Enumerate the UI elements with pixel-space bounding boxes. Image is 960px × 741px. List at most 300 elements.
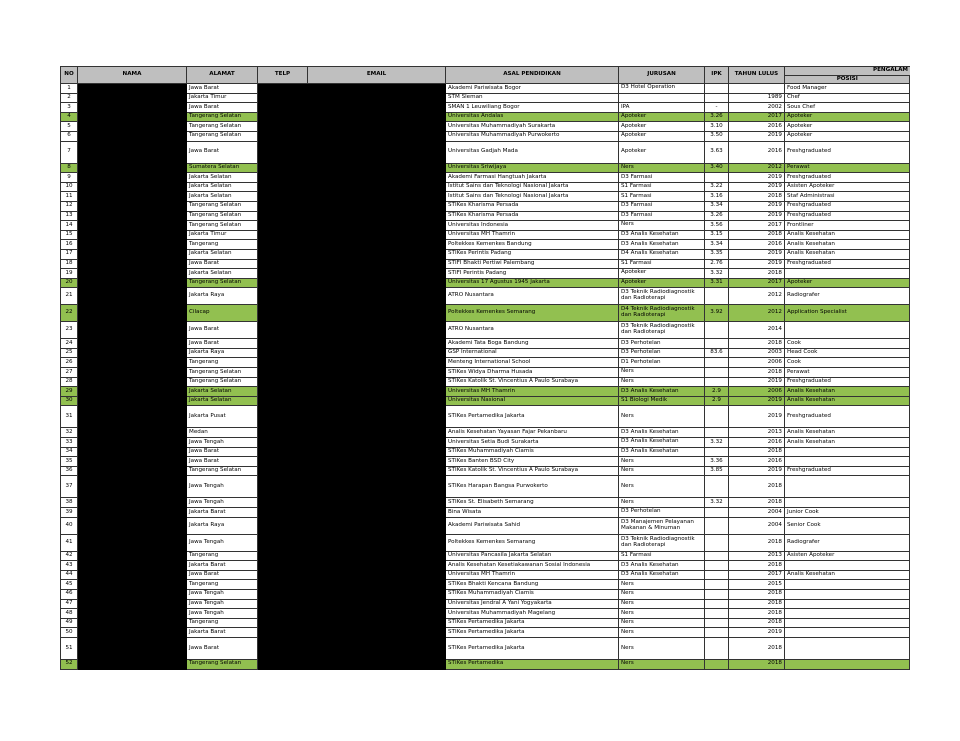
cell-email-redacted[interactable] (308, 240, 446, 250)
cell-email-redacted[interactable] (308, 221, 446, 231)
cell-email-redacted[interactable] (308, 438, 446, 448)
cell-alamat[interactable]: Jawa Tengah (187, 476, 258, 498)
cell-asal-pendidikan[interactable]: Universitas MH Thamrin (446, 230, 619, 240)
cell-no[interactable]: 5 (61, 122, 78, 132)
cell-alamat[interactable]: Jakarta Selatan (187, 249, 258, 259)
cell-nama-redacted[interactable] (78, 517, 187, 534)
cell-tahun-lulus[interactable]: 2004 (729, 508, 785, 518)
cell-alamat[interactable]: Jawa Barat (187, 457, 258, 467)
cell-posisi[interactable]: Radiografer (785, 288, 910, 305)
cell-ipk[interactable] (705, 534, 729, 551)
cell-tahun-lulus[interactable]: 2018 (729, 447, 785, 457)
cell-asal-pendidikan[interactable]: STIKes Pertamedika Jakarta (446, 637, 619, 659)
cell-posisi[interactable]: Freshgraduated (785, 406, 910, 428)
cell-ipk[interactable] (705, 428, 729, 438)
cell-email-redacted[interactable] (308, 570, 446, 580)
cell-ipk[interactable]: 3.36 (705, 457, 729, 467)
cell-tahun-lulus[interactable]: 2019 (729, 182, 785, 192)
cell-email-redacted[interactable] (308, 131, 446, 141)
cell-posisi[interactable]: Apoteker (785, 278, 910, 288)
cell-nama-redacted[interactable] (78, 561, 187, 571)
cell-jurusan[interactable]: D3 Teknik Radiodiagnostik dan Radioterapi (619, 288, 705, 305)
cell-telp-redacted[interactable] (258, 508, 308, 518)
cell-no[interactable]: 2 (61, 93, 78, 103)
cell-jurusan[interactable]: Ners (619, 163, 705, 173)
cell-alamat[interactable]: Jawa Barat (187, 570, 258, 580)
cell-nama-redacted[interactable] (78, 249, 187, 259)
cell-alamat[interactable]: Medan (187, 428, 258, 438)
cell-alamat[interactable]: Tangerang Selatan (187, 122, 258, 132)
cell-asal-pendidikan[interactable]: STIKes Kharisma Persada (446, 201, 619, 211)
table-row[interactable] (61, 93, 910, 103)
cell-no[interactable]: 19 (61, 269, 78, 279)
cell-ipk[interactable]: 3.32 (705, 498, 729, 508)
cell-posisi[interactable]: Apoteker (785, 112, 910, 122)
cell-alamat[interactable]: Jawa Barat (187, 339, 258, 349)
cell-nama-redacted[interactable] (78, 447, 187, 457)
cell-alamat[interactable]: Cilacap (187, 305, 258, 322)
cell-ipk[interactable] (705, 618, 729, 628)
cell-nama-redacted[interactable] (78, 112, 187, 122)
cell-telp-redacted[interactable] (258, 387, 308, 397)
cell-no[interactable]: 14 (61, 221, 78, 231)
cell-posisi[interactable]: Freshgraduated (785, 201, 910, 211)
cell-nama-redacted[interactable] (78, 659, 187, 669)
cell-email-redacted[interactable] (308, 498, 446, 508)
cell-alamat[interactable]: Jakarta Raya (187, 288, 258, 305)
cell-ipk[interactable] (705, 628, 729, 638)
cell-nama-redacted[interactable] (78, 377, 187, 387)
cell-no[interactable]: 51 (61, 637, 78, 659)
cell-jurusan[interactable]: D3 Teknik Radiodiagnostik dan Radioterapi (619, 322, 705, 339)
table-row[interactable] (61, 406, 910, 428)
cell-nama-redacted[interactable] (78, 438, 187, 448)
cell-jurusan[interactable]: Ners (619, 498, 705, 508)
cell-no[interactable]: 21 (61, 288, 78, 305)
cell-telp-redacted[interactable] (258, 428, 308, 438)
cell-email-redacted[interactable] (308, 348, 446, 358)
cell-ipk[interactable] (705, 93, 729, 103)
cell-nama-redacted[interactable] (78, 589, 187, 599)
cell-tahun-lulus[interactable]: 2019 (729, 249, 785, 259)
cell-asal-pendidikan[interactable]: STIKes St. Elisabeth Semarang (446, 498, 619, 508)
cell-asal-pendidikan[interactable]: STIKes Pertamedika Jakarta (446, 618, 619, 628)
cell-tahun-lulus[interactable]: 2018 (729, 609, 785, 619)
header-posisi[interactable]: POSISI (785, 76, 910, 84)
cell-no[interactable]: 28 (61, 377, 78, 387)
cell-no[interactable]: 46 (61, 589, 78, 599)
cell-email-redacted[interactable] (308, 103, 446, 113)
cell-posisi[interactable]: Analis Kesehatan (785, 438, 910, 448)
cell-asal-pendidikan[interactable]: STIKes Harapan Bangsa Purwokerto (446, 476, 619, 498)
cell-no[interactable]: 52 (61, 659, 78, 669)
cell-posisi[interactable] (785, 447, 910, 457)
cell-jurusan[interactable]: Ners (619, 659, 705, 669)
cell-email-redacted[interactable] (308, 141, 446, 163)
table-row[interactable] (61, 561, 910, 571)
cell-posisi[interactable]: Analis Kesehatan (785, 570, 910, 580)
cell-jurusan[interactable]: Apoteker (619, 112, 705, 122)
table-row[interactable] (61, 173, 910, 183)
cell-alamat[interactable]: Jakarta Raya (187, 517, 258, 534)
cell-ipk[interactable]: 2.9 (705, 396, 729, 406)
table-row[interactable] (61, 498, 910, 508)
cell-telp-redacted[interactable] (258, 599, 308, 609)
table-row[interactable] (61, 599, 910, 609)
cell-ipk[interactable] (705, 377, 729, 387)
cell-jurusan[interactable]: S1 Farmasi (619, 182, 705, 192)
cell-posisi[interactable]: Asisten Apoteker (785, 182, 910, 192)
table-row[interactable] (61, 428, 910, 438)
cell-email-redacted[interactable] (308, 609, 446, 619)
cell-nama-redacted[interactable] (78, 534, 187, 551)
cell-nama-redacted[interactable] (78, 339, 187, 349)
table-row[interactable] (61, 288, 910, 305)
cell-nama-redacted[interactable] (78, 141, 187, 163)
cell-tahun-lulus[interactable]: 2018 (729, 192, 785, 202)
cell-ipk[interactable]: 3.63 (705, 141, 729, 163)
cell-alamat[interactable]: Jawa Tengah (187, 599, 258, 609)
table-row[interactable] (61, 240, 910, 250)
cell-asal-pendidikan[interactable]: Universitas Muhammadiyah Magelang (446, 609, 619, 619)
cell-posisi[interactable]: Radiografer (785, 534, 910, 551)
cell-ipk[interactable] (705, 84, 729, 94)
cell-jurusan[interactable]: Ners (619, 476, 705, 498)
cell-jurusan[interactable]: Ners (619, 406, 705, 428)
cell-telp-redacted[interactable] (258, 580, 308, 590)
table-row[interactable] (61, 589, 910, 599)
cell-email-redacted[interactable] (308, 428, 446, 438)
cell-no[interactable]: 9 (61, 173, 78, 183)
cell-telp-redacted[interactable] (258, 173, 308, 183)
cell-alamat[interactable]: Tangerang Selatan (187, 368, 258, 378)
cell-jurusan[interactable] (619, 93, 705, 103)
table-row[interactable] (61, 457, 910, 467)
cell-ipk[interactable] (705, 508, 729, 518)
cell-no[interactable]: 44 (61, 570, 78, 580)
cell-no[interactable]: 1 (61, 84, 78, 94)
cell-posisi[interactable] (785, 561, 910, 571)
cell-asal-pendidikan[interactable]: Istitut Sains dan Teknologi Nasional Jakarta (446, 182, 619, 192)
cell-asal-pendidikan[interactable]: STIKes Pertamedika Jakarta (446, 406, 619, 428)
cell-no[interactable]: 11 (61, 192, 78, 202)
cell-ipk[interactable] (705, 406, 729, 428)
cell-telp-redacted[interactable] (258, 131, 308, 141)
cell-tahun-lulus[interactable]: 2006 (729, 387, 785, 397)
cell-tahun-lulus[interactable]: 2018 (729, 599, 785, 609)
cell-posisi[interactable]: Analis Kesehatan (785, 240, 910, 250)
cell-alamat[interactable]: Jakarta Selatan (187, 387, 258, 397)
table-row[interactable] (61, 358, 910, 368)
cell-jurusan[interactable]: Ners (619, 589, 705, 599)
cell-asal-pendidikan[interactable]: Universitas Sriwijaya (446, 163, 619, 173)
cell-posisi[interactable]: Analis Kesehatan (785, 387, 910, 397)
cell-email-redacted[interactable] (308, 508, 446, 518)
cell-jurusan[interactable]: D3 Analis Kesehatan (619, 438, 705, 448)
cell-tahun-lulus[interactable]: 2018 (729, 637, 785, 659)
cell-alamat[interactable]: Jawa Barat (187, 447, 258, 457)
cell-tahun-lulus[interactable]: 2017 (729, 278, 785, 288)
cell-ipk[interactable] (705, 589, 729, 599)
cell-email-redacted[interactable] (308, 288, 446, 305)
cell-tahun-lulus[interactable]: 2018 (729, 534, 785, 551)
cell-asal-pendidikan[interactable]: GSP International (446, 348, 619, 358)
cell-alamat[interactable]: Jawa Barat (187, 84, 258, 94)
cell-alamat[interactable]: Jakarta Selatan (187, 269, 258, 279)
cell-ipk[interactable] (705, 570, 729, 580)
table-row[interactable] (61, 368, 910, 378)
cell-alamat[interactable]: Tangerang Selatan (187, 278, 258, 288)
table-row[interactable] (61, 163, 910, 173)
cell-alamat[interactable]: Tangerang Selatan (187, 131, 258, 141)
cell-email-redacted[interactable] (308, 534, 446, 551)
header-tahun-lulus[interactable]: TAHUN LULUS (729, 67, 785, 84)
table-row[interactable] (61, 141, 910, 163)
cell-tahun-lulus[interactable]: 2012 (729, 305, 785, 322)
cell-jurusan[interactable]: Ners (619, 221, 705, 231)
cell-ipk[interactable]: 2.76 (705, 259, 729, 269)
cell-email-redacted[interactable] (308, 163, 446, 173)
cell-telp-redacted[interactable] (258, 348, 308, 358)
cell-email-redacted[interactable] (308, 659, 446, 669)
cell-asal-pendidikan[interactable]: Akademi Tata Boga Bandung (446, 339, 619, 349)
table-row[interactable] (61, 438, 910, 448)
cell-asal-pendidikan[interactable]: Poltekkes Kemenkes Bandung (446, 240, 619, 250)
cell-ipk[interactable]: 3.31 (705, 278, 729, 288)
table-row[interactable] (61, 112, 910, 122)
cell-telp-redacted[interactable] (258, 84, 308, 94)
cell-email-redacted[interactable] (308, 112, 446, 122)
cell-jurusan[interactable]: IPA (619, 103, 705, 113)
cell-tahun-lulus[interactable]: 2018 (729, 618, 785, 628)
cell-ipk[interactable] (705, 637, 729, 659)
table-row[interactable] (61, 221, 910, 231)
cell-email-redacted[interactable] (308, 466, 446, 476)
table-row[interactable] (61, 122, 910, 132)
table-row[interactable] (61, 551, 910, 561)
table-row[interactable] (61, 476, 910, 498)
cell-asal-pendidikan[interactable]: STIKes Banten BSD City (446, 457, 619, 467)
cell-email-redacted[interactable] (308, 589, 446, 599)
cell-asal-pendidikan[interactable]: Istitut Sains dan Teknologi Nasional Jakarta (446, 192, 619, 202)
table-row[interactable] (61, 628, 910, 638)
cell-asal-pendidikan[interactable]: STM Sleman (446, 93, 619, 103)
cell-posisi[interactable] (785, 659, 910, 669)
cell-jurusan[interactable]: Apoteker (619, 131, 705, 141)
table-row[interactable] (61, 570, 910, 580)
cell-nama-redacted[interactable] (78, 211, 187, 221)
cell-telp-redacted[interactable] (258, 498, 308, 508)
cell-posisi[interactable]: Apoteker (785, 122, 910, 132)
cell-telp-redacted[interactable] (258, 93, 308, 103)
cell-jurusan[interactable]: D1 Perhotelan (619, 358, 705, 368)
cell-telp-redacted[interactable] (258, 240, 308, 250)
cell-telp-redacted[interactable] (258, 278, 308, 288)
table-row[interactable] (61, 508, 910, 518)
cell-asal-pendidikan[interactable]: STIKes Muhammadiyah Ciamis (446, 447, 619, 457)
cell-no[interactable]: 29 (61, 387, 78, 397)
table-row[interactable] (61, 192, 910, 202)
cell-telp-redacted[interactable] (258, 368, 308, 378)
cell-tahun-lulus[interactable]: 2018 (729, 339, 785, 349)
cell-email-redacted[interactable] (308, 406, 446, 428)
cell-ipk[interactable]: 3.92 (705, 305, 729, 322)
cell-tahun-lulus[interactable]: 2013 (729, 551, 785, 561)
cell-posisi[interactable]: Analis Kesehatan (785, 396, 910, 406)
cell-asal-pendidikan[interactable]: Akademi Pariwisata Bogor (446, 84, 619, 94)
cell-nama-redacted[interactable] (78, 259, 187, 269)
cell-email-redacted[interactable] (308, 377, 446, 387)
cell-jurusan[interactable]: S1 Farmasi (619, 192, 705, 202)
cell-email-redacted[interactable] (308, 637, 446, 659)
cell-alamat[interactable]: Tangerang Selatan (187, 377, 258, 387)
cell-telp-redacted[interactable] (258, 551, 308, 561)
cell-no[interactable]: 33 (61, 438, 78, 448)
cell-no[interactable]: 43 (61, 561, 78, 571)
cell-email-redacted[interactable] (308, 173, 446, 183)
cell-email-redacted[interactable] (308, 182, 446, 192)
cell-no[interactable]: 31 (61, 406, 78, 428)
cell-nama-redacted[interactable] (78, 201, 187, 211)
cell-telp-redacted[interactable] (258, 561, 308, 571)
cell-tahun-lulus[interactable]: 2017 (729, 221, 785, 231)
table-row[interactable] (61, 618, 910, 628)
cell-telp-redacted[interactable] (258, 249, 308, 259)
cell-posisi[interactable]: Frontliner (785, 221, 910, 231)
cell-email-redacted[interactable] (308, 249, 446, 259)
cell-no[interactable]: 8 (61, 163, 78, 173)
cell-asal-pendidikan[interactable]: Universitas Indonesia (446, 221, 619, 231)
cell-telp-redacted[interactable] (258, 396, 308, 406)
cell-nama-redacted[interactable] (78, 93, 187, 103)
table-row[interactable] (61, 466, 910, 476)
header-nama[interactable]: NAMA (78, 67, 187, 84)
cell-ipk[interactable]: 3.34 (705, 240, 729, 250)
cell-ipk[interactable]: 3.26 (705, 211, 729, 221)
cell-jurusan[interactable]: Apoteker (619, 269, 705, 279)
cell-jurusan[interactable]: D3 Teknik Radiodiagnostik dan Radioterapi (619, 534, 705, 551)
cell-email-redacted[interactable] (308, 628, 446, 638)
cell-tahun-lulus[interactable]: 2013 (729, 428, 785, 438)
cell-ipk[interactable]: 3.34 (705, 201, 729, 211)
cell-alamat[interactable]: Jawa Tengah (187, 609, 258, 619)
cell-asal-pendidikan[interactable]: Universitas Nasional (446, 396, 619, 406)
cell-alamat[interactable]: Jawa Barat (187, 103, 258, 113)
cell-asal-pendidikan[interactable]: Universitas Jendral A Yani Yogyakarta (446, 599, 619, 609)
cell-no[interactable]: 41 (61, 534, 78, 551)
cell-tahun-lulus[interactable]: 2016 (729, 141, 785, 163)
cell-email-redacted[interactable] (308, 599, 446, 609)
cell-nama-redacted[interactable] (78, 580, 187, 590)
cell-posisi[interactable]: Analis Kesehatan (785, 428, 910, 438)
cell-no[interactable]: 24 (61, 339, 78, 349)
cell-nama-redacted[interactable] (78, 628, 187, 638)
cell-posisi[interactable] (785, 599, 910, 609)
cell-posisi[interactable] (785, 322, 910, 339)
cell-ipk[interactable]: 3.16 (705, 192, 729, 202)
cell-no[interactable]: 38 (61, 498, 78, 508)
cell-nama-redacted[interactable] (78, 508, 187, 518)
header-telp[interactable]: TELP (258, 67, 308, 84)
cell-ipk[interactable]: 3.35 (705, 249, 729, 259)
cell-alamat[interactable]: Jawa Tengah (187, 438, 258, 448)
cell-no[interactable]: 50 (61, 628, 78, 638)
cell-email-redacted[interactable] (308, 192, 446, 202)
cell-posisi[interactable] (785, 457, 910, 467)
header-jurusan[interactable]: JURUSAN (619, 67, 705, 84)
cell-tahun-lulus[interactable]: 2017 (729, 570, 785, 580)
cell-nama-redacted[interactable] (78, 122, 187, 132)
cell-email-redacted[interactable] (308, 580, 446, 590)
cell-jurusan[interactable]: D3 Analis Kesehatan (619, 447, 705, 457)
cell-alamat[interactable]: Jakarta Raya (187, 348, 258, 358)
table-row[interactable] (61, 580, 910, 590)
cell-ipk[interactable] (705, 288, 729, 305)
cell-posisi[interactable]: Freshgraduated (785, 377, 910, 387)
cell-alamat[interactable]: Jakarta Selatan (187, 173, 258, 183)
cell-ipk[interactable] (705, 599, 729, 609)
cell-email-redacted[interactable] (308, 230, 446, 240)
cell-nama-redacted[interactable] (78, 551, 187, 561)
cell-alamat[interactable]: Jawa Tengah (187, 498, 258, 508)
cell-ipk[interactable] (705, 358, 729, 368)
cell-alamat[interactable]: Jakarta Timur (187, 93, 258, 103)
cell-asal-pendidikan[interactable]: STIKes Kharisma Persada (446, 211, 619, 221)
cell-email-redacted[interactable] (308, 84, 446, 94)
cell-telp-redacted[interactable] (258, 221, 308, 231)
cell-telp-redacted[interactable] (258, 122, 308, 132)
table-row[interactable] (61, 534, 910, 551)
cell-ipk[interactable]: 2.9 (705, 387, 729, 397)
cell-posisi[interactable] (785, 637, 910, 659)
cell-asal-pendidikan[interactable]: Akademi Farmasi Hangtuah Jakarta (446, 173, 619, 183)
cell-posisi[interactable]: Freshgraduated (785, 173, 910, 183)
cell-posisi[interactable]: Apoteker (785, 131, 910, 141)
cell-telp-redacted[interactable] (258, 637, 308, 659)
cell-telp-redacted[interactable] (258, 534, 308, 551)
cell-posisi[interactable]: Head Cook (785, 348, 910, 358)
cell-asal-pendidikan[interactable]: Universitas Gadjah Mada (446, 141, 619, 163)
cell-ipk[interactable] (705, 173, 729, 183)
cell-posisi[interactable]: Food Manager (785, 84, 910, 94)
cell-posisi[interactable] (785, 609, 910, 619)
cell-jurusan[interactable]: D3 Farmasi (619, 211, 705, 221)
cell-jurusan[interactable]: Apoteker (619, 141, 705, 163)
cell-nama-redacted[interactable] (78, 387, 187, 397)
cell-asal-pendidikan[interactable]: Analis Kesehatan Kesetiakawanan Sosial Indonesia (446, 561, 619, 571)
cell-posisi[interactable]: Cook (785, 358, 910, 368)
cell-tahun-lulus[interactable]: 2018 (729, 368, 785, 378)
cell-posisi[interactable]: Cook (785, 339, 910, 349)
cell-tahun-lulus[interactable]: 2019 (729, 131, 785, 141)
cell-telp-redacted[interactable] (258, 517, 308, 534)
cell-asal-pendidikan[interactable]: STIKes Katolik St. Vincentius A Paulo Surabaya (446, 377, 619, 387)
cell-no[interactable]: 13 (61, 211, 78, 221)
cell-posisi[interactable] (785, 628, 910, 638)
cell-posisi[interactable]: Application Specialist (785, 305, 910, 322)
cell-alamat[interactable]: Jakarta Barat (187, 561, 258, 571)
cell-telp-redacted[interactable] (258, 141, 308, 163)
table-row[interactable] (61, 517, 910, 534)
cell-tahun-lulus[interactable]: 2019 (729, 377, 785, 387)
cell-email-redacted[interactable] (308, 387, 446, 397)
cell-no[interactable]: 35 (61, 457, 78, 467)
cell-alamat[interactable]: Jakarta Timur (187, 230, 258, 240)
cell-alamat[interactable]: Tangerang (187, 618, 258, 628)
cell-ipk[interactable]: 3.26 (705, 112, 729, 122)
cell-posisi[interactable] (785, 589, 910, 599)
cell-asal-pendidikan[interactable]: STIFI Bhakti Pertiwi Palembang (446, 259, 619, 269)
